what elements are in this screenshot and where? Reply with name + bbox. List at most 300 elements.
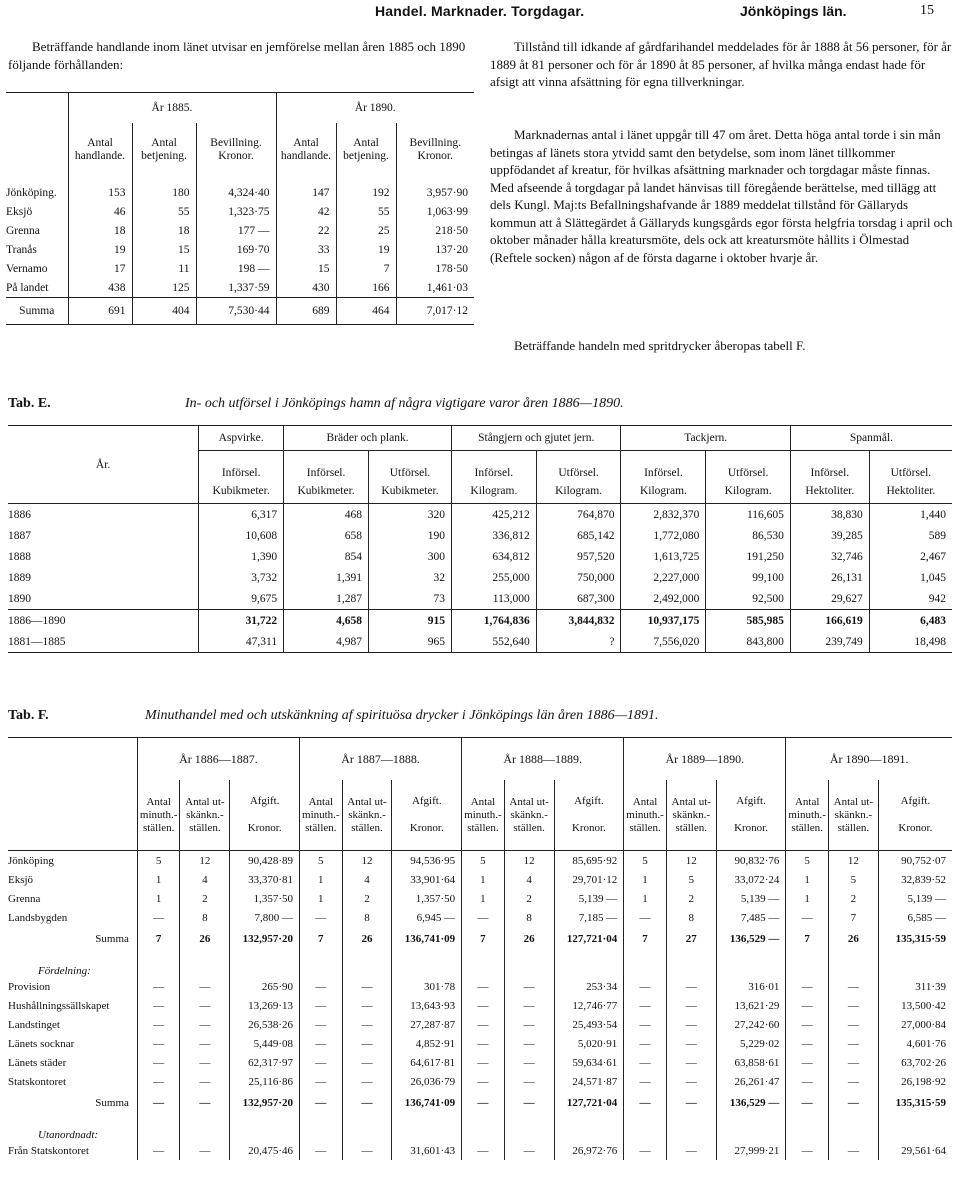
table-cell: 137·20	[396, 240, 474, 259]
table-cell: 589	[869, 525, 952, 546]
table-cell: —	[666, 1072, 716, 1091]
table-cell: 854	[284, 546, 369, 567]
table-cell: 3,957·90	[396, 183, 474, 202]
table-cell: 965	[369, 631, 452, 652]
table-cell: 18	[132, 221, 196, 240]
table-cell: 1	[786, 870, 829, 889]
table-cell: 39,285	[790, 525, 869, 546]
unit-header: Kubikmeter.	[199, 479, 284, 504]
section-row	[8, 951, 952, 977]
inforsel-header: Införsel.	[452, 451, 537, 480]
table-cell: —	[504, 1015, 554, 1034]
table-cell: —	[624, 977, 667, 996]
table-cell: —	[342, 1053, 392, 1072]
table-cell: —	[137, 996, 180, 1015]
year-label: 1887	[8, 529, 31, 542]
table-cell: —	[504, 1091, 554, 1115]
table-cell: 5,139 —	[554, 889, 624, 908]
table-cell: —	[828, 977, 878, 996]
table-cell: 843,800	[706, 631, 791, 652]
table-cell: 38,830	[790, 504, 869, 526]
col-minuth-header: Antal minuth.-ställen.	[137, 780, 180, 851]
table-row	[8, 870, 952, 889]
table-cell: 26,972·76	[554, 1141, 624, 1160]
table-cell: 750,000	[536, 567, 621, 588]
table-cell: 5	[137, 851, 180, 871]
table-cell: 4	[504, 870, 554, 889]
empty-cell	[878, 1115, 952, 1141]
table-cell: 46	[68, 202, 132, 221]
table-cell: —	[504, 1053, 554, 1072]
table-row	[8, 610, 952, 632]
table-cell: 64,617·81	[392, 1053, 462, 1072]
table-cell: —	[786, 996, 829, 1015]
table-cell: 7	[828, 908, 878, 927]
table-cell: 255,000	[452, 567, 537, 588]
table-cell: 180	[132, 183, 196, 202]
table-cell: 5,139 —	[716, 889, 786, 908]
table-cell: 13,500·42	[878, 996, 952, 1015]
table-cell: 1,287	[284, 588, 369, 610]
col-handlande-1885: Antal handlande.	[68, 123, 132, 183]
table-row	[8, 889, 952, 908]
table-cell: —	[666, 1015, 716, 1034]
table-cell: 191,250	[706, 546, 791, 567]
table-cell: 55	[336, 202, 396, 221]
table-cell: —	[300, 1141, 343, 1160]
table-cell: 265·90	[230, 977, 300, 996]
table-cell: 13,269·13	[230, 996, 300, 1015]
table-cell: 8	[180, 908, 230, 927]
table-cell: —	[786, 1141, 829, 1160]
table-cell: 33,072·24	[716, 870, 786, 889]
table-row	[8, 1053, 952, 1072]
table-cell: 12	[504, 851, 554, 871]
year-label: 1888	[8, 550, 31, 563]
period-header: År 1888—1889.	[462, 738, 624, 780]
table-cell: 19	[68, 240, 132, 259]
afgift-label: Afgift.	[900, 795, 931, 807]
col-bevillning-1890	[396, 123, 474, 183]
table-cell: —	[666, 1053, 716, 1072]
table-cell: —	[786, 1091, 829, 1115]
table-cell: 4,324·40	[196, 183, 276, 202]
table-cell: —	[624, 1091, 667, 1115]
row-label: På landet	[6, 281, 49, 294]
table-cell: 1	[624, 870, 667, 889]
table-cell: 59,634·61	[554, 1053, 624, 1072]
table-cell: 942	[869, 588, 952, 610]
period-header: År 1890—1891.	[786, 738, 952, 780]
spritdrycker-paragraph: Beträffande handeln med spritdrycker åberopas tabell F.	[514, 338, 806, 353]
row-label: Eksjö	[6, 205, 33, 218]
table-cell: —	[342, 1034, 392, 1053]
empty-cell	[300, 951, 343, 977]
afgift-label: Afgift.	[411, 795, 442, 807]
table-row	[8, 504, 952, 526]
table-cell: 1,764,836	[452, 610, 537, 632]
utforsel-header: Utförsel.	[536, 451, 621, 480]
utforsel-header: Utförsel.	[369, 451, 452, 480]
col-afgift-header	[392, 780, 462, 851]
table-cell: 27,242·60	[716, 1015, 786, 1034]
table-cell: 320	[369, 504, 452, 526]
table-cell: 8	[342, 908, 392, 927]
table-row	[8, 1072, 952, 1091]
table-cell: 8	[666, 908, 716, 927]
col-utskankn-header: Antal ut-skänkn.-ställen.	[666, 780, 716, 851]
table-cell: —	[137, 977, 180, 996]
table-cell: —	[342, 977, 392, 996]
table-cell: 685,142	[536, 525, 621, 546]
table-cell: 552,640	[452, 631, 537, 652]
empty-cell	[504, 1115, 554, 1141]
unit-header: Hektoliter.	[790, 479, 869, 504]
table-cell: 136,529 —	[716, 1091, 786, 1115]
afgift-label: Afgift.	[249, 795, 280, 807]
table-cell: —	[624, 1034, 667, 1053]
table-cell: 125	[132, 278, 196, 298]
table-cell: 6,483	[869, 610, 952, 632]
table-row	[8, 851, 952, 871]
col-betjening-1890: Antal betjening.	[336, 123, 396, 183]
table-cell: —	[504, 1141, 554, 1160]
inforsel-header: Införsel.	[790, 451, 869, 480]
table-cell: 26,131	[790, 567, 869, 588]
running-header-left: Handel. Marknader. Torgdagar.	[375, 3, 585, 19]
table-cell: 1,357·50	[392, 889, 462, 908]
table-cell: 192	[336, 183, 396, 202]
table-cell: —	[342, 1015, 392, 1034]
table-cell: 147	[276, 183, 336, 202]
empty-cell	[716, 951, 786, 977]
unit-header: Kilogram.	[621, 479, 706, 504]
table-cell: 198 —	[196, 259, 276, 278]
kronor-label: Kronor.	[409, 822, 444, 834]
row-label: Vernamo	[6, 262, 48, 275]
table-cell: —	[137, 1053, 180, 1072]
table-cell: 4	[342, 870, 392, 889]
table-cell: 4	[180, 870, 230, 889]
table-cell: —	[137, 908, 180, 927]
table-cell: —	[786, 1015, 829, 1034]
year-1890-header: År 1890.	[276, 93, 474, 123]
kronor-label: Kronor.	[734, 822, 768, 834]
utanordnadt-label: Utanordnadt:	[38, 1129, 99, 1141]
table-cell: 5,139 —	[878, 889, 952, 908]
table-cell: 24,571·87	[554, 1072, 624, 1091]
empty-cell	[878, 951, 952, 977]
table-cell: 26,538·26	[230, 1015, 300, 1034]
table-cell: —	[504, 1034, 554, 1053]
table-cell: 915	[369, 610, 452, 632]
kronor-label: Kronor.	[898, 822, 933, 834]
table-cell: 178·50	[396, 259, 474, 278]
table-cell: —	[828, 1015, 878, 1034]
empty-cell	[392, 1115, 462, 1141]
table-cell: 73	[369, 588, 452, 610]
table-cell: 634,812	[452, 546, 537, 567]
sum-cell: 404	[132, 298, 196, 325]
period-header: År 1887—1888.	[300, 738, 462, 780]
empty-cell	[828, 951, 878, 977]
kronor-label: Kronor.	[571, 822, 606, 834]
table-cell: 658	[284, 525, 369, 546]
row-label: Tranås	[6, 243, 37, 256]
row-label: Eksjö	[8, 873, 34, 886]
table-cell: 116,605	[706, 504, 791, 526]
table-row	[8, 1015, 952, 1034]
row-label: Summa	[95, 1097, 129, 1109]
table-cell: —	[828, 1072, 878, 1091]
table-cell: 166,619	[790, 610, 869, 632]
tab-e-label: Tab. E.	[8, 396, 51, 411]
table-cell: 31,722	[199, 610, 284, 632]
row-label: Jönköping.	[6, 186, 57, 199]
table-cell: —	[828, 1141, 878, 1160]
table-cell: 26	[828, 927, 878, 951]
table-cell: —	[180, 1141, 230, 1160]
table-cell: 27	[666, 927, 716, 951]
table-cell: 7,485 —	[716, 908, 786, 927]
empty-cell	[716, 1115, 786, 1141]
table-cell: 1,063·99	[396, 202, 474, 221]
table-cell: 687,300	[536, 588, 621, 610]
group-spanmal: Spanmål.	[790, 426, 952, 451]
table-cell: —	[300, 1034, 343, 1053]
unit-header: Kubikmeter.	[284, 479, 369, 504]
table-row	[8, 567, 952, 588]
table-cell: 42	[276, 202, 336, 221]
table-cell: 12	[666, 851, 716, 871]
group-brader: Bräder och plank.	[284, 426, 452, 451]
table-cell: 29,701·12	[554, 870, 624, 889]
table-cell: 5,449·08	[230, 1034, 300, 1053]
empty-cell	[666, 951, 716, 977]
table-cell: —	[462, 977, 505, 996]
row-label: Statskontoret	[8, 1075, 67, 1088]
table-cell: —	[462, 1015, 505, 1034]
empty-cell	[180, 1115, 230, 1141]
table-cell: 1	[137, 889, 180, 908]
col-afgift-header	[230, 780, 300, 851]
table-cell: —	[180, 977, 230, 996]
table-cell: 5	[300, 851, 343, 871]
inforsel-header: Införsel.	[621, 451, 706, 480]
table-cell: 5	[666, 870, 716, 889]
table-row	[8, 996, 952, 1015]
table-cell: 4,658	[284, 610, 369, 632]
table-cell: 2	[666, 889, 716, 908]
table-cell: 153	[68, 183, 132, 202]
table-cell: 253·34	[554, 977, 624, 996]
table-cell: 136,741·09	[392, 1091, 462, 1115]
table-cell: 32	[369, 567, 452, 588]
table-cell: —	[300, 1053, 343, 1072]
table-cell: 31,601·43	[392, 1141, 462, 1160]
table-cell: 13,643·93	[392, 996, 462, 1015]
table-cell: 4,601·76	[878, 1034, 952, 1053]
table-row	[6, 278, 474, 298]
col-minuth-header: Antal minuth.-ställen.	[624, 780, 667, 851]
table-cell: —	[666, 996, 716, 1015]
table-cell: —	[462, 908, 505, 927]
table-cell: 32,839·52	[878, 870, 952, 889]
table-cell: 55	[132, 202, 196, 221]
table-cell: —	[137, 1034, 180, 1053]
table-row	[8, 1034, 952, 1053]
col-afgift-header	[716, 780, 786, 851]
table-cell: —	[504, 1072, 554, 1091]
table-cell: 26	[180, 927, 230, 951]
handlande-table	[6, 92, 474, 325]
table-cell: —	[180, 1053, 230, 1072]
table-cell: 136,529 —	[716, 927, 786, 951]
table-cell: 27,287·87	[392, 1015, 462, 1034]
year-label: 1886—1890	[8, 614, 66, 627]
row-label: Jönköping	[8, 854, 54, 867]
table-cell: 177 —	[196, 221, 276, 240]
row-label: Hushållningssällskapet	[8, 999, 110, 1012]
table-cell: 336,812	[452, 525, 537, 546]
table-cell: 6,317	[199, 504, 284, 526]
table-cell: 25	[336, 221, 396, 240]
table-cell: 1	[300, 889, 343, 908]
table-cell: 27,999·21	[716, 1141, 786, 1160]
table-cell: 12	[828, 851, 878, 871]
table-cell: —	[462, 1053, 505, 1072]
table-row	[8, 908, 952, 927]
empty-cell	[180, 951, 230, 977]
afgift-label: Afgift.	[574, 795, 604, 807]
table-cell: 1	[300, 870, 343, 889]
table-cell: 5	[786, 851, 829, 871]
table-cell: —	[828, 1091, 878, 1115]
table-cell: —	[666, 1034, 716, 1053]
sum-cell: 691	[68, 298, 132, 325]
table-row	[8, 1141, 952, 1160]
table-cell: 26,198·92	[878, 1072, 952, 1091]
table-cell: 29,561·64	[878, 1141, 952, 1160]
table-cell: —	[342, 1091, 392, 1115]
table-cell: 10,937,175	[621, 610, 706, 632]
table-cell: 132,957·20	[230, 927, 300, 951]
period-header: År 1886—1887.	[137, 738, 299, 780]
table-cell: 1	[624, 889, 667, 908]
table-cell: 25,493·54	[554, 1015, 624, 1034]
table-cell: 13,621·29	[716, 996, 786, 1015]
table-cell: 2,467	[869, 546, 952, 567]
running-header-right: Jönköpings län.	[740, 3, 847, 19]
unit-header: Hektoliter.	[869, 479, 952, 504]
table-cell: 2,832,370	[621, 504, 706, 526]
table-cell: 4,987	[284, 631, 369, 652]
table-cell: 86,530	[706, 525, 791, 546]
table-row	[8, 927, 952, 951]
empty-cell	[624, 1115, 667, 1141]
table-cell: —	[624, 1015, 667, 1034]
table-cell: 4,852·91	[392, 1034, 462, 1053]
col-utskankn-header: Antal ut-skänkn.-ställen.	[180, 780, 230, 851]
table-cell: 19	[336, 240, 396, 259]
table-cell: 425,212	[452, 504, 537, 526]
col-minuth-header: Antal minuth.-ställen.	[300, 780, 343, 851]
table-cell: 20,475·46	[230, 1141, 300, 1160]
table-cell: —	[137, 1141, 180, 1160]
kronor-label: Kronor.	[247, 822, 282, 834]
group-stangjern: Stångjern och gjutet jern.	[452, 426, 621, 451]
col-handlande-1890: Antal handlande.	[276, 123, 336, 183]
table-cell: 957,520	[536, 546, 621, 567]
inforsel-header: Införsel.	[284, 451, 369, 480]
table-cell: 27,000·84	[878, 1015, 952, 1034]
table-cell: 18,498	[869, 631, 952, 652]
empty-cell	[786, 951, 829, 977]
table-row	[6, 183, 474, 202]
table-cell: 5,229·02	[716, 1034, 786, 1053]
table-cell: —	[666, 1141, 716, 1160]
table-cell: 1,391	[284, 567, 369, 588]
table-cell: 218·50	[396, 221, 474, 240]
table-cell: 190	[369, 525, 452, 546]
table-row	[8, 1091, 952, 1115]
table-cell: 6,585 —	[878, 908, 952, 927]
table-cell: 1,440	[869, 504, 952, 526]
table-cell: —	[180, 1015, 230, 1034]
group-aspvirke: Aspvirke.	[199, 426, 284, 451]
table-cell: —	[137, 1015, 180, 1034]
table-cell: 1,461·03	[396, 278, 474, 298]
group-tackjern: Tackjern.	[621, 426, 790, 451]
table-cell: 5	[828, 870, 878, 889]
table-cell: —	[504, 996, 554, 1015]
table-cell: —	[462, 1072, 505, 1091]
table-cell: 585,985	[706, 610, 791, 632]
table-cell: 7,556,020	[621, 631, 706, 652]
table-cell: 33	[276, 240, 336, 259]
table-cell: —	[300, 996, 343, 1015]
table-cell: 26,036·79	[392, 1072, 462, 1091]
table-cell: 316·01	[716, 977, 786, 996]
table-cell: 166	[336, 278, 396, 298]
table-cell: 32,746	[790, 546, 869, 567]
table-cell: —	[786, 1053, 829, 1072]
empty-cell	[137, 1115, 180, 1141]
table-cell: 15	[276, 259, 336, 278]
table-cell: 12	[180, 851, 230, 871]
table-cell: 29,627	[790, 588, 869, 610]
empty-cell	[786, 1115, 829, 1141]
table-cell: 26,261·47	[716, 1072, 786, 1091]
table-cell: —	[624, 996, 667, 1015]
table-cell: 26	[342, 927, 392, 951]
table-cell: 18	[68, 221, 132, 240]
table-cell: —	[137, 1091, 180, 1115]
utforsel-header: Utförsel.	[706, 451, 791, 480]
table-cell: —	[300, 1015, 343, 1034]
table-cell: —	[300, 1091, 343, 1115]
table-cell: 12,746·77	[554, 996, 624, 1015]
table-cell: 430	[276, 278, 336, 298]
year-col-header: År.	[95, 458, 111, 471]
kronor-label: Kronor.	[218, 150, 254, 162]
table-row	[6, 221, 474, 240]
table-cell: 2	[828, 889, 878, 908]
table-cell: 1	[462, 889, 505, 908]
utforsel-header: Utförsel.	[869, 451, 952, 480]
col-afgift-header	[554, 780, 624, 851]
table-cell: 1,323·75	[196, 202, 276, 221]
